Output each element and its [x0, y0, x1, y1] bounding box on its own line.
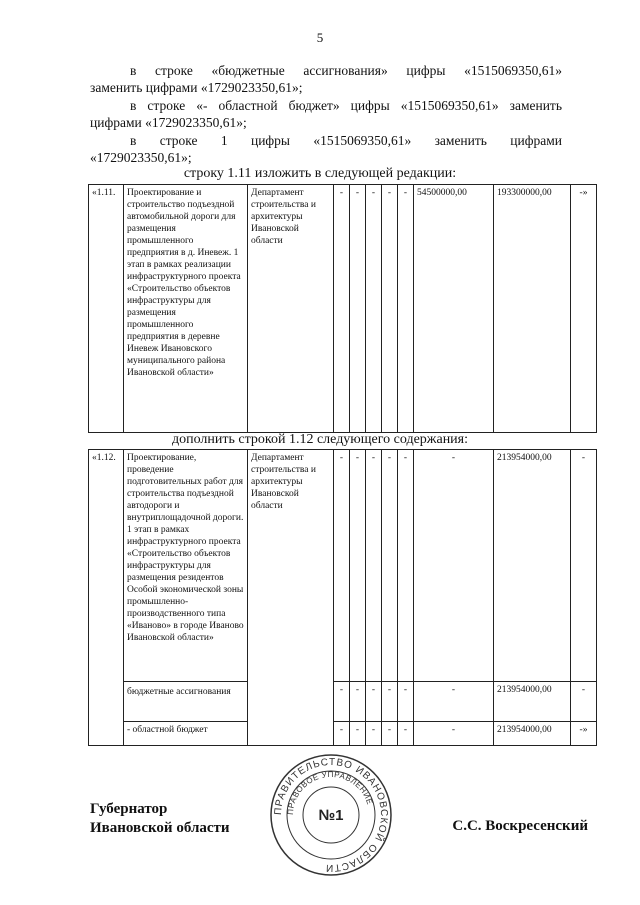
value-cell: -: [350, 185, 366, 433]
value-cell: -: [382, 722, 398, 746]
paragraph-1-line-2: заменить цифрами «1729023350,61»;: [90, 80, 303, 95]
amount-cell: 213954000,00: [494, 682, 571, 722]
project-name: Проектирование и строительство подъездной автомобильной дороги для размещения промышленного предприятия в д. Иневеж. 1 этап в рамках реализации инфраструктурного проекта «Строительство объектов инфраструктуры для размещения промышленного предприятия в деревне Иневеж Ивановского муниципального района Ивановской области»: [124, 185, 248, 433]
end-cell: -»: [571, 722, 597, 746]
page-number: 5: [316, 30, 324, 45]
executor: Департамент строительства и архитектуры Ивановской области: [248, 185, 334, 433]
value-cell: -: [366, 722, 382, 746]
amount-cell: -: [414, 450, 494, 682]
value-cell: -: [350, 722, 366, 746]
amount-cell: -: [414, 682, 494, 722]
value-cell: -: [334, 682, 350, 722]
executor: Департамент строительства и архитектуры Ивановской области: [248, 450, 334, 746]
value-cell: -: [366, 185, 382, 433]
value-cell: -: [382, 682, 398, 722]
value-cell: -: [366, 682, 382, 722]
budget-label: бюджетные ассигнования: [124, 682, 248, 722]
official-stamp: [268, 752, 394, 878]
value-cell: -: [366, 450, 382, 682]
value-cell: -: [382, 185, 398, 433]
table-row-1-11: [88, 184, 597, 433]
amount-cell: 213954000,00: [494, 450, 571, 682]
end-cell: -»: [571, 185, 597, 433]
paragraph-5: дополнить строкой 1.12 следующего содержания:: [171, 432, 469, 447]
value-cell: -: [350, 450, 366, 682]
project-name: Проектирование, проведение подготовительных работ для строительства подъездной автодороги и внутриплощадочной дороги. 1 этап в рамках инфраструктурного проекта «Строительство объектов инфраструктуры для размещения резидентов Особой экономической зоны промышленно-производственного типа «Иваново» в городе Иваново Ивановской области»: [124, 450, 248, 682]
value-cell: -: [334, 722, 350, 746]
signature-title: [90, 800, 230, 838]
paragraph-2: [90, 97, 562, 131]
stamp-inner-textpath: ПРАВОВОЕ УПРАВЛЕНИЕ: [285, 769, 375, 816]
amount-cell: 193300000,00: [494, 185, 571, 433]
stamp-center-text: №1: [318, 807, 344, 824]
paragraph-1: [90, 62, 562, 96]
signature-name: С.С. Воскресенский: [452, 818, 588, 834]
paragraph-3: [90, 132, 562, 166]
paragraph-3-line-1: в строке 1 цифры «1515069350,61» заменить цифрами: [130, 133, 562, 148]
amount-cell: 213954000,00: [494, 722, 571, 746]
value-cell: -: [350, 682, 366, 722]
value-cell: -: [382, 450, 398, 682]
signature-title-line-2: Ивановской области: [90, 820, 230, 836]
value-cell: -: [398, 722, 414, 746]
end-cell: -: [571, 450, 597, 682]
regional-budget-label: - областной бюджет: [124, 722, 248, 746]
paragraph-2-line-1: в строке «- областной бюджет» цифры «1515069350,61» заменить: [130, 98, 562, 113]
amount-cell: 54500000,00: [414, 185, 494, 433]
row-number: «1.11.: [89, 185, 124, 433]
paragraph-4: строку 1.11 изложить в следующей редакции:: [183, 166, 457, 181]
table-row-1-12: [88, 449, 597, 746]
signature-title-line-1: Губернатор: [90, 801, 168, 817]
value-cell: -: [334, 185, 350, 433]
end-cell: -: [571, 682, 597, 722]
value-cell: -: [398, 185, 414, 433]
amount-cell: -: [414, 722, 494, 746]
stamp-ring-textpath: ПРАВИТЕЛЬСТВО ИВАНОВСКОЙ ОБЛАСТИ: [272, 756, 390, 874]
paragraph-3-line-2: «1729023350,61»;: [90, 150, 192, 165]
row-number: «1.12.: [89, 450, 124, 746]
paragraph-1-line-1: в строке «бюджетные ассигнования» цифры «1515069350,61»: [130, 63, 562, 78]
paragraph-2-line-2: цифрами «1729023350,61»;: [90, 115, 247, 130]
value-cell: -: [398, 682, 414, 722]
value-cell: -: [398, 450, 414, 682]
value-cell: -: [334, 450, 350, 682]
